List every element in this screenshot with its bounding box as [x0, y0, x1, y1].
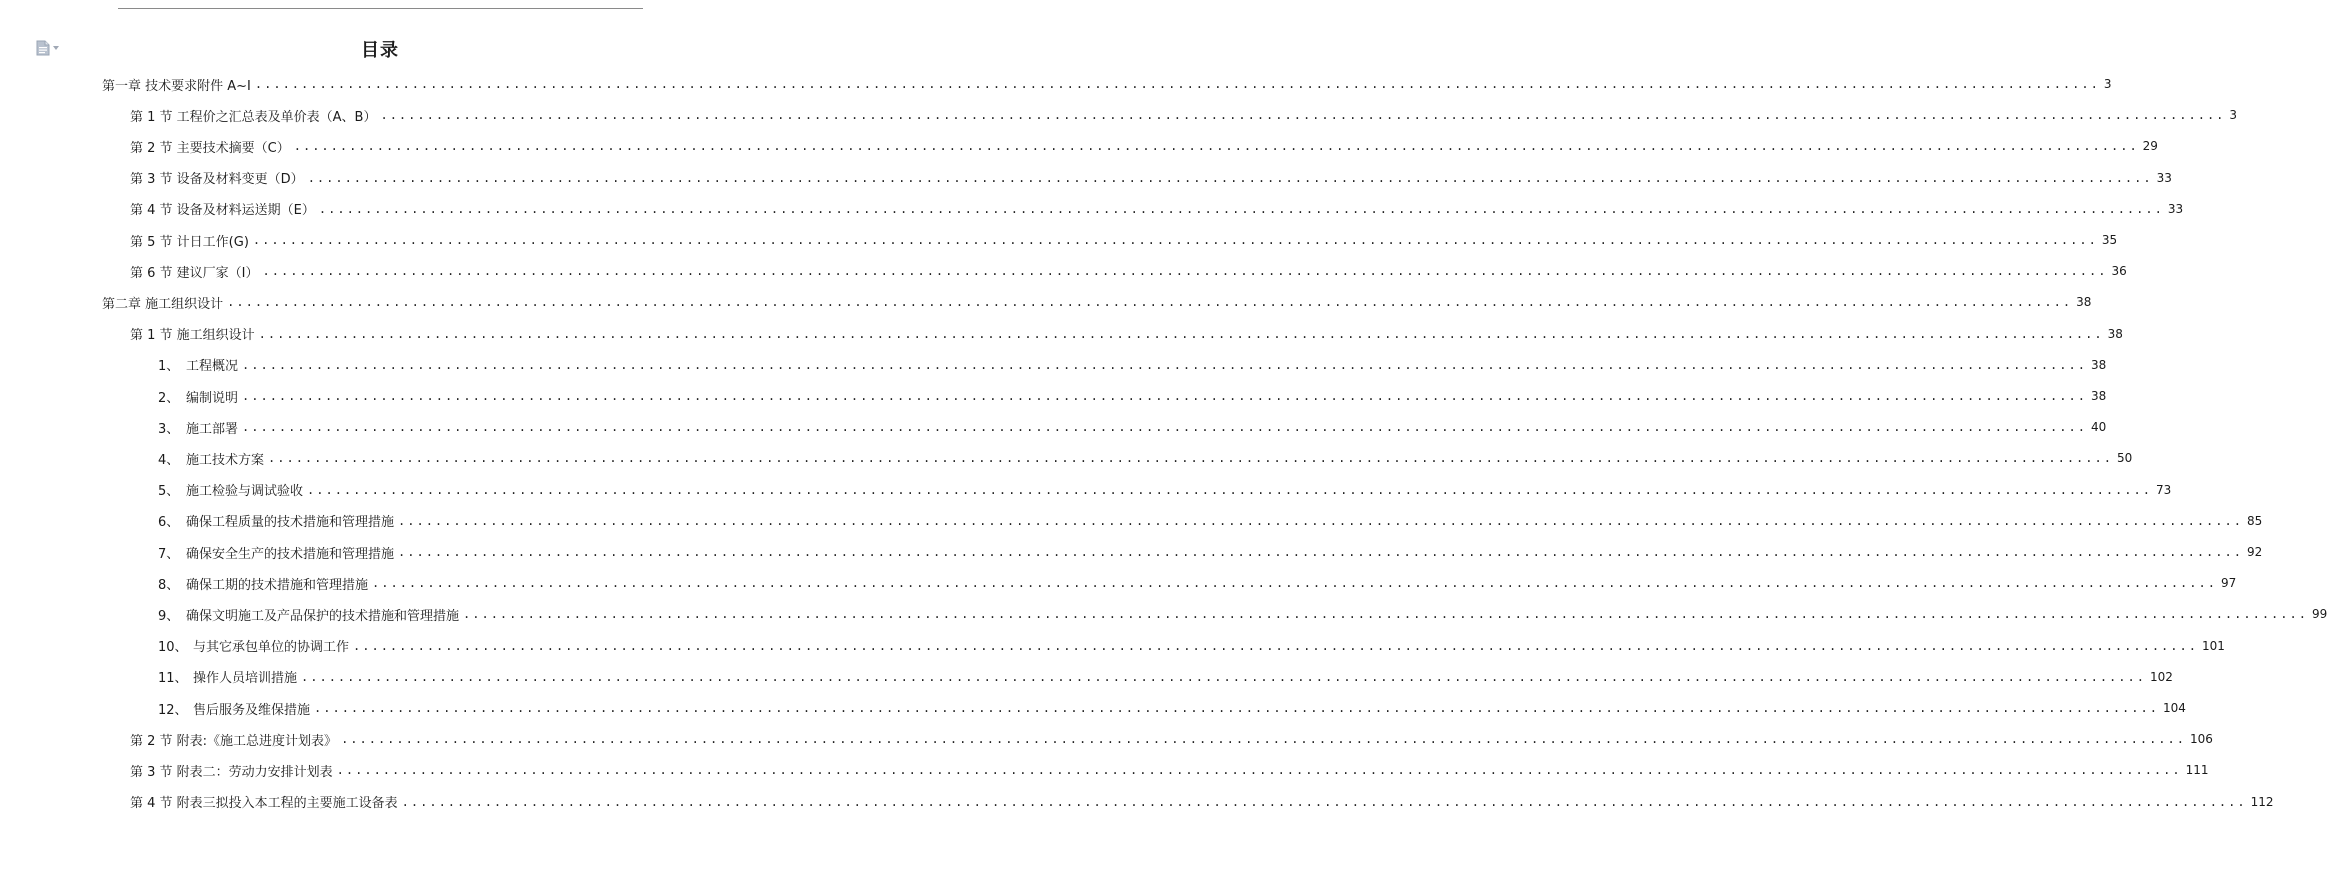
toc-entry-text: 操作人员培训措施	[193, 671, 298, 687]
toc-dot-leader: ........................................................................................................................................................................................................	[398, 513, 2243, 528]
toc-entry-number: 7、	[158, 546, 180, 562]
toc-dot-leader: ........................................................................................................................................................................................................	[301, 669, 2146, 684]
toc-page-number: 40	[2090, 420, 2107, 435]
toc-entry-text: 第 5 节 计日工作(G)	[130, 234, 249, 250]
toc-dot-leader: ........................................................................................................................................................................................................	[293, 139, 2139, 154]
toc-entry[interactable]	[130, 728, 2213, 750]
toc-entry-text: 售后服务及维保措施	[193, 702, 311, 718]
toc-entry-text: 第 4 节 附表三拟投入本工程的主要施工设备表	[130, 796, 398, 812]
toc-entry-label	[130, 262, 259, 281]
toc-entry-text: 确保文明施工及产品保护的技术措施和管理措施	[186, 608, 460, 624]
toc-entry-text: 确保工程质量的技术措施和管理措施	[186, 515, 395, 531]
toc-entry-label	[102, 75, 251, 94]
toc-page-number: 112	[2250, 794, 2274, 809]
toc-entry[interactable]	[158, 541, 2263, 563]
toc-entry-label	[158, 605, 459, 624]
toc-entry-label	[130, 137, 290, 156]
toc-entry-label	[130, 792, 398, 811]
toc-entry-number: 6、	[158, 515, 180, 531]
toc-page-number: 36	[2111, 264, 2127, 279]
toc-dot-leader: ........................................................................................................................................................................................................	[463, 607, 2308, 622]
toc-entry-label	[158, 387, 238, 406]
toc-dot-leader: ........................................................................................................................................................................................................	[258, 326, 2104, 341]
toc-dot-leader: ........................................................................................................................................................................................................	[242, 389, 2087, 403]
toc-page-number: 85	[2246, 513, 2263, 528]
toc-entry[interactable]	[130, 135, 2158, 157]
toc-dot-leader: ........................................................................................................................................................................................................	[254, 77, 2100, 91]
toc-entry-label	[130, 106, 376, 125]
toc-entry-number: 10、	[158, 640, 188, 656]
toc-entry-text: 第 4 节 设备及材料运送期（E）	[130, 203, 315, 219]
toc-entry-number: 2、	[158, 390, 180, 406]
toc-dot-leader: ........................................................................................................................................................................................................	[341, 732, 2186, 747]
toc-entry-number: 9、	[158, 608, 180, 624]
toc-entry[interactable]	[158, 635, 2225, 657]
toc-entry-label	[158, 480, 303, 499]
toc-entry-text: 确保工期的技术措施和管理措施	[186, 577, 369, 593]
toc-entry-label	[130, 168, 304, 187]
toc-entry-text: 第二章 施工组织设计	[102, 296, 224, 312]
toc-entry-label	[158, 511, 394, 530]
toc-dot-leader: ........................................................................................................................................................................................................	[380, 108, 2226, 123]
toc-entry-text: 第 2 节 主要技术摘要（C）	[130, 140, 290, 156]
toc-entry-label	[130, 761, 333, 780]
toc-entry-label	[158, 667, 297, 686]
toc-entry-label	[158, 636, 349, 655]
toc-dot-leader: ........................................................................................................................................................................................................	[398, 545, 2243, 559]
toc-entry-text: 第一章 技术要求附件 A~I	[102, 78, 251, 94]
toc-entry-text: 与其它承包单位的协调工作	[193, 640, 350, 656]
toc-entry[interactable]	[158, 666, 2173, 688]
toc-entry-label	[102, 293, 223, 312]
toc-entry-text: 工程概况	[186, 359, 239, 375]
toc-page-number: 3	[2229, 108, 2238, 123]
toc-entry-number: 3、	[158, 421, 180, 437]
toc-entry-label	[158, 418, 238, 437]
toc-entry[interactable]	[130, 198, 2184, 220]
toc-dot-leader: ........................................................................................................................................................................................................	[336, 763, 2182, 778]
page-title: 目录	[361, 40, 399, 61]
toc-page-number: 104	[2162, 701, 2186, 715]
toc-page-number: 99	[2311, 607, 2327, 622]
toc-page-number: 101	[2201, 638, 2225, 653]
toc-dot-leader: ........................................................................................................................................................................................................	[268, 451, 2113, 466]
toc-entry-text: 编制说明	[186, 390, 239, 406]
toc-dot-leader: ........................................................................................................................................................................................................	[307, 170, 2153, 185]
toc-entry[interactable]	[130, 260, 2127, 282]
toc-dot-leader: ........................................................................................................................................................................................................	[262, 264, 2108, 279]
toc-page-number: 38	[2090, 389, 2107, 403]
toc-dot-leader: ........................................................................................................................................................................................................	[242, 357, 2087, 372]
toc-entry[interactable]	[130, 229, 2118, 251]
toc-entry-number: 5、	[158, 484, 180, 500]
toc-page-number: 102	[2149, 669, 2173, 684]
toc-entry-text: 施工部署	[186, 421, 239, 437]
toc-entry-label	[158, 574, 368, 593]
toc-entry[interactable]	[130, 104, 2238, 126]
toc-entry-text: 第 6 节 建议厂家（I）	[130, 265, 259, 281]
toc-page-number: 106	[2189, 732, 2213, 747]
toc-dot-leader: ........................................................................................................................................................................................................	[401, 794, 2247, 809]
toc-entry[interactable]	[130, 791, 2274, 813]
toc-dot-leader: ........................................................................................................................................................................................................	[318, 201, 2164, 216]
toc-entry-number: 1、	[158, 359, 180, 375]
toc-entry-number: 12、	[158, 702, 188, 718]
toc-page-number: 73	[2155, 482, 2172, 497]
toc-entry[interactable]	[130, 759, 2209, 781]
toc-entry-label	[130, 231, 249, 250]
toc-entry[interactable]	[158, 385, 2107, 407]
toc-entry-label	[130, 199, 315, 218]
toc-page-number: 38	[2076, 295, 2092, 310]
toc-entry-text: 施工技术方案	[186, 452, 265, 468]
toc-dot-leader: ........................................................................................................................................................................................................	[242, 420, 2087, 435]
toc-entry-label	[158, 449, 264, 468]
toc-entry[interactable]	[158, 354, 2107, 376]
toc-entry[interactable]	[102, 73, 2112, 95]
toc-entry[interactable]	[130, 323, 2123, 345]
toc-entry-label	[158, 699, 310, 718]
toc-entry-text: 施工检验与调试验收	[186, 484, 304, 500]
toc-dot-leader: ........................................................................................................................................................................................................	[307, 482, 2152, 497]
toc-page-number: 50	[2116, 451, 2133, 466]
toc-entry[interactable]	[130, 167, 2172, 189]
toc-entry[interactable]	[158, 510, 2263, 532]
toc-entry-label	[130, 324, 255, 343]
toc-dot-leader: ........................................................................................................................................................................................................	[314, 701, 2159, 715]
toc-entry-text: 第 2 节 附表:《施工总进度计划表》	[130, 733, 338, 749]
toc-entry-text: 第 3 节 设备及材料变更（D）	[130, 172, 304, 188]
toc-entry-label	[158, 355, 238, 374]
toc-entry-text: 第 1 节 工程价之汇总表及单价表（A、B）	[130, 109, 377, 125]
toc-entry-text: 确保安全生产的技术措施和管理措施	[186, 546, 395, 562]
toc-entry[interactable]	[158, 572, 2237, 594]
toc-entry-number: 4、	[158, 452, 180, 468]
toc-page-number: 33	[2156, 170, 2172, 185]
toc-page-number: 97	[2220, 576, 2237, 591]
toc-entry[interactable]	[158, 447, 2133, 469]
toc-dot-leader: ........................................................................................................................................................................................................	[353, 638, 2198, 653]
toc-entry-label	[158, 543, 394, 562]
toc-dot-leader: ........................................................................................................................................................................................................	[372, 576, 2217, 591]
toc-entry[interactable]	[158, 416, 2107, 438]
toc-dot-leader: ........................................................................................................................................................................................................	[227, 295, 2073, 310]
toc-entry-number: 8、	[158, 577, 180, 593]
toc-entry[interactable]	[102, 291, 2092, 313]
toc-entry-label	[130, 730, 337, 749]
toc-page-number: 3	[2103, 77, 2112, 91]
toc-page-number: 111	[2185, 763, 2209, 778]
toc-entry-text: 第 1 节 施工组织设计	[130, 328, 255, 344]
toc-page-number: 38	[2090, 357, 2107, 372]
toc-page-number: 29	[2142, 139, 2158, 154]
toc-page-number: 92	[2246, 545, 2263, 559]
toc-entry-number: 11、	[158, 671, 188, 687]
toc-entry[interactable]	[158, 603, 2327, 625]
toc-page-number: 35	[2101, 233, 2118, 247]
toc-entry[interactable]	[158, 697, 2186, 719]
toc-entry[interactable]	[158, 479, 2172, 501]
toc-entry-text: 第 3 节 附表二：劳动力安排计划表	[130, 764, 333, 780]
toc-page-number: 33	[2167, 201, 2184, 216]
header-rule	[118, 8, 643, 9]
toc-dot-leader: ........................................................................................................................................................................................................	[252, 233, 2098, 247]
toc-page-number: 38	[2107, 326, 2123, 341]
